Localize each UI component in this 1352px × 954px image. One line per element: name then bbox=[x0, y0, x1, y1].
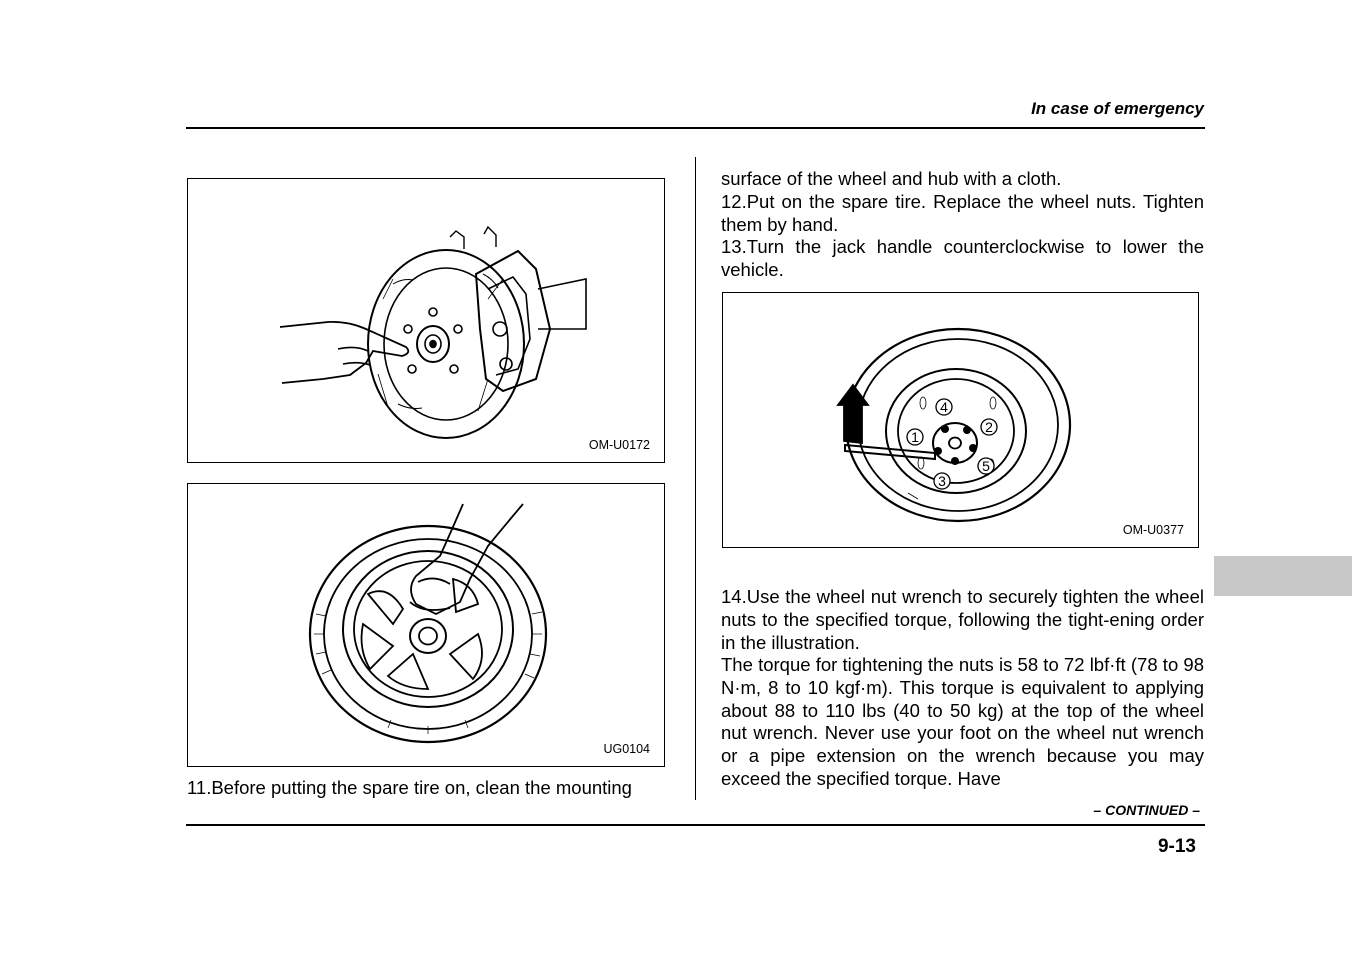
section-thumb-tab bbox=[1214, 556, 1352, 596]
nut-label: 4 bbox=[940, 399, 948, 415]
nut-label: 1 bbox=[911, 429, 919, 445]
header-rule bbox=[186, 127, 1205, 129]
page-number: 9-13 bbox=[1157, 836, 1196, 857]
step-14: 14.Use the wheel nut wrench to securely tighten the wheel nuts to the specified torque, following the tight-ening order in the illustration. bbox=[721, 586, 1204, 653]
tire-cleaning-illustration bbox=[188, 484, 664, 766]
figure-code: OM-U0377 bbox=[1122, 523, 1184, 537]
step-11-start: 11.Before putting the spare tire on, clean the mounting bbox=[187, 777, 632, 798]
torque-paragraph: The torque for tightening the nuts is 58 to 72 lbf·ft (78 to 98 N·m, 8 to 10 kgf·m). This torque is equivalent to applying about 88 to 110 lbs (40 to 50 kg) at the top of the wheel nut wrench. Never use your foot on the wheel nut wrench or a pipe extension on the wrench because you may exceed the specified torque. Have bbox=[721, 654, 1204, 789]
figure-code: UG0104 bbox=[603, 742, 650, 756]
column-divider bbox=[695, 157, 696, 800]
footer-rule bbox=[186, 824, 1205, 826]
step-12: 12.Put on the spare tire. Replace the wheel nuts. Tighten them by hand. bbox=[721, 191, 1204, 235]
continued-label: – CONTINUED – bbox=[1093, 802, 1200, 818]
figure-spare-tire bbox=[187, 483, 665, 767]
nut-label: 3 bbox=[938, 473, 946, 489]
figure-code: OM-U0172 bbox=[588, 438, 650, 452]
figure-brake-disc bbox=[187, 178, 665, 463]
wheel-nut-tightening-order-illustration bbox=[723, 293, 1198, 547]
section-title: In case of emergency bbox=[1031, 99, 1204, 118]
step-11-end: surface of the wheel and hub with a cloth. bbox=[721, 168, 1062, 189]
nut-label: 2 bbox=[985, 419, 993, 435]
figure-tightening-order bbox=[722, 292, 1199, 548]
nut-label: 5 bbox=[982, 458, 990, 474]
step-13: 13.Turn the jack handle counterclockwise to lower the vehicle. bbox=[721, 236, 1204, 280]
brake-disc-cleaning-illustration bbox=[188, 179, 664, 462]
